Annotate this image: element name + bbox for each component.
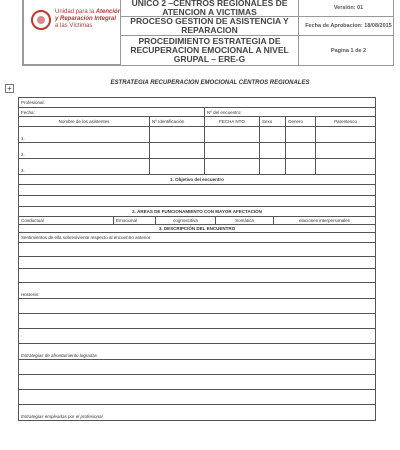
area-relaciones[interactable]: elaciones interpersonales: [273, 217, 375, 224]
attendee-cell[interactable]: [285, 127, 315, 142]
attendee-cell[interactable]: [285, 159, 315, 174]
attendee-cell[interactable]: [315, 159, 375, 174]
section3-title: 3. DESCRIPCIÓN DEL ENCUENTRO: [158, 226, 236, 231]
section1-header: [19, 175, 375, 185]
approval-date-label: Fecha de Aprobacion: 18/08/2015: [298, 17, 394, 36]
col-sexo: Sexo: [259, 117, 285, 126]
attendee-cell[interactable]: [259, 143, 285, 158]
logo-text: [55, 9, 121, 30]
profesional-row[interactable]: [19, 98, 375, 108]
area-conductual[interactable]: Conductual: [21, 218, 44, 223]
document-header: [22, 0, 394, 66]
col-genero: Genero: [285, 117, 315, 126]
area-emocional[interactable]: Emocional: [113, 217, 155, 224]
objetivo-field[interactable]: [19, 196, 375, 206]
num-encuentro-label[interactable]: Nº del encuentro:: [204, 108, 375, 116]
logo-line2: y Reparación Integral: [55, 16, 117, 22]
attendee-header-row: [19, 117, 375, 127]
col-fecha-nto: FECHA NTO: [204, 117, 259, 126]
estrategias-label: Estrategias de afrontamiento logradas: [21, 353, 98, 358]
fecha-row: [19, 108, 375, 117]
attendee-cell[interactable]: [204, 127, 259, 142]
section2-title: 2. ÁREAS DE FUNCIONAMIENTO CON MAYOR AFECTACIÓN: [132, 209, 262, 214]
attendee-cell[interactable]: [149, 127, 204, 142]
description-line[interactable]: [19, 329, 375, 344]
attendee-cell[interactable]: [259, 127, 285, 142]
attendee-number[interactable]: 1.: [21, 136, 25, 141]
estrategias-prof-label: Estrategias empleadas por el profesional: [21, 414, 103, 419]
description-line[interactable]: [19, 243, 375, 257]
header-title-2: PROCESO GESTION DE ASISTENCIA Y REPARACION: [120, 17, 298, 36]
description-line[interactable]: [19, 269, 375, 283]
logo-block: [23, 0, 120, 65]
sentimientos-row[interactable]: [19, 233, 375, 243]
attendee-cell[interactable]: [285, 143, 315, 158]
form-title: ESTRATEGIA RECUPERACION EMOCIONAL CENTROS REGIONALES: [110, 80, 310, 86]
attendee-row: [19, 143, 375, 159]
profesional-label: Profesional:: [21, 100, 45, 105]
fecha-label[interactable]: Fecha:: [21, 109, 35, 115]
hostesis-label: Hostesis:: [21, 292, 40, 297]
version-label: Versión: 01: [298, 0, 394, 17]
description-line[interactable]: [19, 314, 375, 329]
description-line[interactable]: [19, 390, 375, 405]
seal-icon: [31, 10, 51, 30]
header-title-3: PROCEDIMIENTO ESTRATEGIA DE RECUPERACION EMOCIONAL A NIVEL GRUPAL – ERE-G: [120, 36, 298, 65]
attendee-cell[interactable]: [315, 143, 375, 158]
description-line[interactable]: [19, 257, 375, 269]
col-identificacion: Nº Identificación: [149, 117, 204, 126]
form-table: [18, 97, 376, 421]
areas-row: [19, 217, 375, 225]
area-cognoscitiva[interactable]: cognoscitiva: [155, 217, 215, 224]
section3-header: [19, 225, 375, 233]
table-move-handle-icon[interactable]: +: [5, 84, 14, 93]
attendee-cell[interactable]: [149, 159, 204, 174]
objetivo-field[interactable]: [19, 185, 375, 195]
description-line[interactable]: [19, 375, 375, 390]
attendee-cell[interactable]: [149, 143, 204, 158]
col-nombre: Nombre de los asistentes: [58, 119, 110, 124]
attendee-cell[interactable]: [204, 159, 259, 174]
logo-line3: a las Víctimas: [55, 23, 93, 29]
logo-line1: Unidad para la: [55, 9, 96, 15]
estrategias-row[interactable]: [19, 344, 375, 360]
attendee-cell[interactable]: [259, 159, 285, 174]
logo-line1-em: Atención: [95, 9, 122, 15]
objetivo-row[interactable]: [19, 185, 375, 196]
attendee-cell[interactable]: [204, 143, 259, 158]
attendee-cell[interactable]: [315, 127, 375, 142]
sentimientos-label: Sentimientos de ella sobreviviente respecto al encuentro anterior: [21, 235, 151, 240]
header-title-1: UNICO 2 –CENTROS REGIONALES DE ATENCION A VICTIMAS: [120, 0, 298, 17]
description-line[interactable]: [19, 299, 375, 314]
attendee-number[interactable]: 3.: [21, 168, 25, 173]
hostesis-row[interactable]: [19, 283, 375, 299]
section1-title: 1. Objetivo del encuentro: [170, 177, 224, 182]
section2-header: [19, 207, 375, 217]
objetivo-row[interactable]: [19, 196, 375, 207]
area-somatica[interactable]: Somática: [215, 217, 273, 224]
attendee-row: [19, 159, 375, 175]
description-line[interactable]: [19, 360, 375, 375]
col-parentesco: Parentesco: [315, 117, 375, 126]
attendee-number[interactable]: 2.: [21, 152, 25, 157]
page-number-label: Pagina 1 de 2: [298, 36, 394, 65]
estrategias-prof-row[interactable]: [19, 405, 375, 421]
attendee-row: [19, 127, 375, 143]
